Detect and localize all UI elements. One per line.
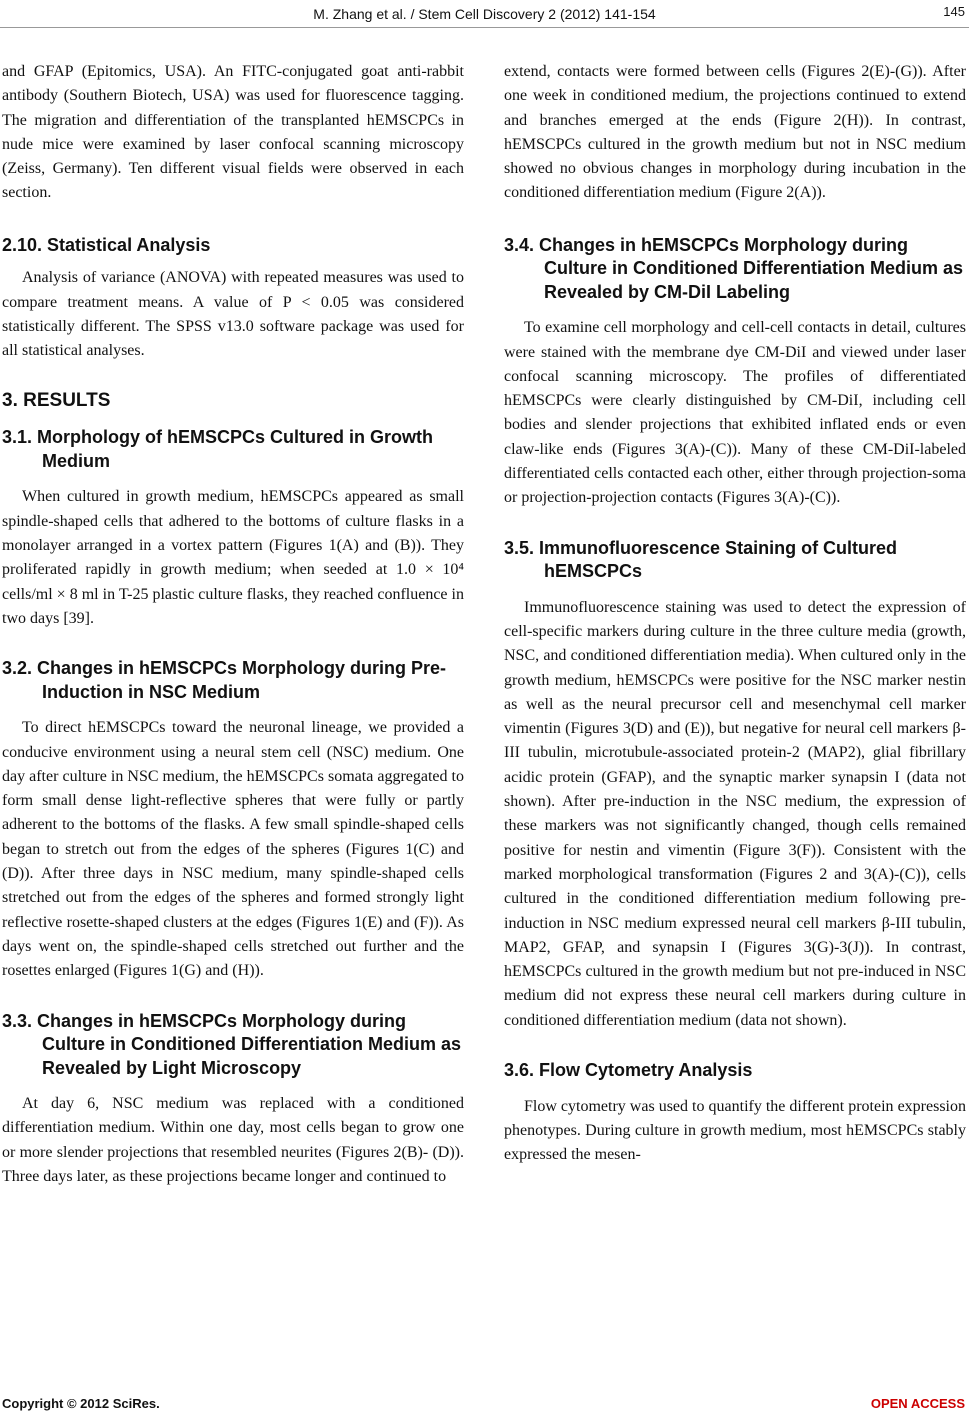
right-column [504,60,966,1167]
heading-3-6: 3.6. Flow Cytometry Analysis [504,1060,753,1080]
copyright-notice: Copyright © 2012 SciRes. [2,1396,160,1411]
paragraph-3-6: Flow cytometry was used to quantify the different protein expression phenotypes. During culture in growth medium, most hEMSCPCs stably expressed the mesen- [504,1097,966,1164]
running-head: M. Zhang et al. / Stem Cell Discovery 2 (2012) 141-154 [313,6,656,22]
paragraph-3-2: To direct hEMSCPCs toward the neuronal lineage, we provided a conducive environment using a neural stem cell (NSC) medium. One day after culture in NSC medium, the hEMSCPCs somata aggregated to form small dense light-reflective spheres that were fully or partly adherent to the bottoms of the flasks. A few small spindle-shaped cells began to stretch out from the edges of the spheres (Figures 1(C) and (D)). After three days in NSC medium, many spindle-shaped cells stretched out from the edges of the spheres and formed strongly light reflective rosette-shaped clusters at the edges (Figures 1(E) and (F)). As days went on, the spindle-shaped cells stretched out further and the rosettes enlarged (Figures 1(G) and (H)). [2,719,464,980]
continued-paragraph: extend, contacts were formed between cells (Figures 2(E)-(G)). After one week in conditioned medium, the projections continued to extend and branches emerged at the ends (Figure 2(H)). In contrast, hEMSCPCs cultured in the growth medium but not in NSC medium showed no obvious changes in morphology during incubation in the conditioned differentiation medium (Figure 2(A)). [504,63,966,202]
heading-3-1: 3.1. Morphology of hEMSCPCs Cultured in Growth Medium [2,427,433,471]
heading-results: 3. RESULTS [2,390,111,412]
left-column [2,60,464,1189]
paragraph-3-3: At day 6, NSC medium was replaced with a conditioned differentiation medium. Within one day, most cells began to grow one or more slender projections that resembled neurites (Figures 2(B)- (D)). Three days later, as these projections became longer and continued to [2,1095,464,1185]
open-access-label: OPEN ACCESS [870,1396,965,1411]
heading-3-5: 3.5. Immunofluorescence Staining of Cultured hEMSCPCs [504,537,898,582]
header-rule [0,27,969,28]
paragraph-2-10: Analysis of variance (ANOVA) with repeated measures was used to compare treatment means. A value of P < 0.05 was considered statistically different. The SPSS v13.0 software package was used for all statistical analyses. [2,269,464,360]
page-number: 145 [943,4,965,19]
paragraph-3-1: When cultured in growth medium, hEMSCPCs appeared as small spindle-shaped cells that adhered to the bottoms of culture flasks in a monolayer arranged in a vortex pattern (Figures 1(A) and (B)). They proliferated rapidly in growth medium; when seeded at 1.0 × 10⁴ cells/ml × 8 ml in T-25 plastic culture flasks, they reached confluence in two days [39]. [2,488,464,627]
page-footer [0,1396,969,1416]
heading-3-2: 3.2. Changes in hEMSCPCs Morphology during Pre-Induction in NSC Medium [2,658,447,702]
page-header [0,4,969,28]
intro-paragraph: and GFAP (Epitomics, USA). An FITC-conjugated goat anti-rabbit antibody (Southern Biotech, USA) was used for fluorescence tagging. The migration and differentiation of the transplanted hEMSCPCs in nude mice were examined by laser confocal scanning microscopy (Zeiss, Germany). Ten different visual fields were observed in each section. [2,63,464,202]
paragraph-3-5: Immunofluorescence staining was used to detect the expression of cell-specific markers during culture in the three culture media (growth, NSC, and conditioned differentiation media). When cultured only in the growth medium, hEMSCPCs were positive for the NSC marker nestin as well as the neural precursor cell and mesenchymal cell marker vimentin (Figures 3(D) and (E)), but negative for neural cell markers β-III tubulin, microtubule-associated protein-2 (MAP2), glial fibrillary acidic protein (GFAP), and the synaptic marker synapsin I (data not shown). After pre-induction in the NSC medium, the expression of these markers was not significantly changed, though cells remained positive for nestin and vimentin (Figure 3(F)). Consistent with the marked morphological transformation (Figures 2 and 3(A)-(C)), cells cultured in the conditioned differentiation medium following pre-induction in NSC medium expressed neural cell markers β-III tubulin, MAP2, GFAP, and synapsin I (Figures 3(G)-3(J)). In contrast, hEMSCPCs cultured in the growth medium but not pre-induced in NSC medium did not express these neural cell markers during culture in conditioned differentiation medium (data not shown). [504,598,966,1029]
heading-3-3: 3.3. Changes in hEMSCPCs Morphology during Culture in Conditioned Differentiation Medium as Revealed by Light Microscopy [2,1010,462,1078]
heading-2-10: 2.10. Statistical Analysis [2,234,211,255]
paragraph-3-4: To examine cell morphology and cell-cell contacts in detail, cultures were stained with the membrane dye CM-DiI and viewed under laser confocal scanning microscopy. The profiles of differentiated hEMSCPCs were clearly distinguished by CM-DiI, including cell bodies and slender projections that exhibited inflated ends or even claw-like ends (Figures 3(A)-(C)). Many of these CM-DiI-labeled differentiated cells contacted each other, either through projection-soma or projection-projection contacts (Figures 3(A)-(C)). [504,319,966,507]
heading-3-4: 3.4. Changes in hEMSCPCs Morphology during Culture in Conditioned Differentiation Medium as Revealed by CM-DiI Labeling [504,234,964,302]
